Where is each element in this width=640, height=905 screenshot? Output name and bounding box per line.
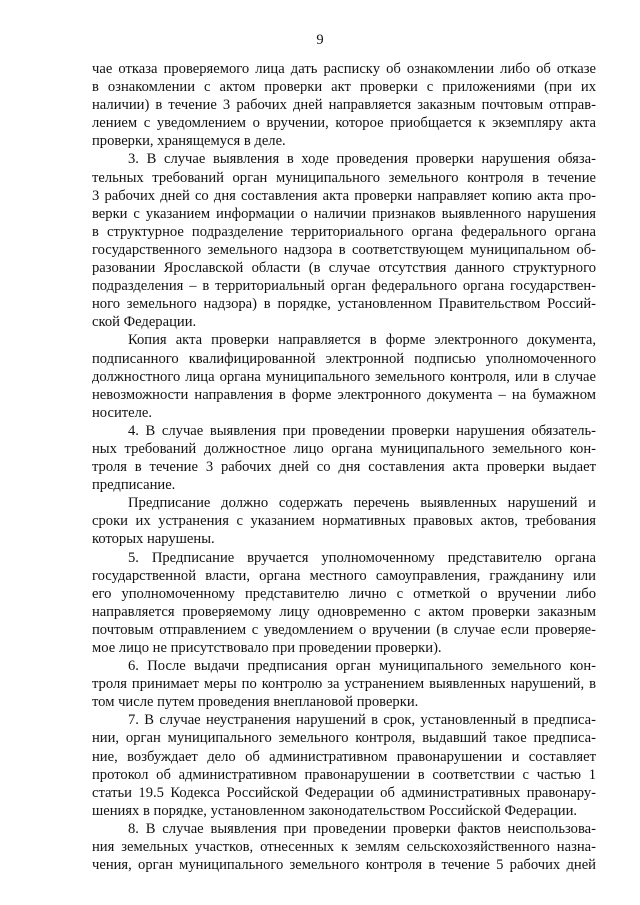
text-line: ного земельного надзора) в порядке, установленном Правительством Россий- [92,296,596,313]
text-line: ние, возбуждает дело об административном правонарушении и составляет [92,748,596,765]
text-line: в ознакомлении с актом проверки акт проверки с приложениями (при их [92,79,596,96]
text-line: троля в течение 3 рабочих дней со дня составления акта проверки выдает [92,459,596,476]
text-line: предписание. [92,477,176,494]
text-line: Предписание должно содержать перечень выявленных нарушений и [128,495,596,512]
text-line: его уполномоченному представителю лично с отметкой о вручении либо [92,585,596,602]
text-line: том числе путем проведения внеплановой проверки. [92,694,419,711]
text-line: носителе. [92,404,153,421]
text-line: 7. В случае неустранения нарушений в срок, установленный в предписа- [128,712,596,729]
text-line: направляется проверяемому лицу одновременно с актом проверки заказным [92,603,596,620]
text-line: Копия акта проверки направляется в форме электронного документа, [128,332,596,349]
text-line: почтовым отправлением с уведомлением о вручении (в случае если проверяе- [92,621,596,638]
text-line: верки с указанием информации о наличии признаков выявленного нарушения [92,205,596,222]
text-line: наличии) в течение 3 рабочих дней направляется заказным почтовым отправ- [92,97,596,114]
text-line: подразделения – в территориальный орган федерального органа государствен- [92,278,596,295]
text-line: 4. В случае выявления при проведении проверки нарушения обязатель- [128,422,596,439]
text-line: 3 рабочих дней со дня составления акта проверки направляет копию акта про- [92,187,596,204]
text-line: подписанного квалифицированной электронной подписью уполномоченного [92,350,596,367]
text-line: тельных требований орган муниципального земельного контроля в течение [92,169,596,186]
text-line: троля принимает меры по контролю за устранением выявленных нарушений, в [92,676,596,693]
text-line: ных требований должностное лицо органа муниципального земельного кон- [92,440,596,457]
text-line: должностного лица органа муниципального земельного контроля, или в случае [92,368,596,385]
document-body [92,60,596,874]
text-line: государственной власти, органа местного самоуправления, гражданину или [92,567,596,584]
page-number: 9 [316,32,324,48]
text-line: чения, орган муниципального земельного контроля в течение 5 рабочих дней [92,857,596,874]
text-line: нии, орган муниципального земельного контроля, выдавший такое предписа- [92,730,596,747]
text-line: ской Федерации. [92,314,197,331]
text-line: 5. Предписание вручается уполномоченному представителю органа [128,549,596,566]
text-line: шениях в порядке, установленном законодательством Российской Федерации. [92,802,578,819]
text-line: в структурное подразделение территориального органа федерального органа [92,223,596,240]
text-line: мое лицо не присутствовало при проведении проверки). [92,640,442,656]
text-line: сроки их устранения с указанием нормативных правовых актов, требования [92,513,596,530]
text-line: 6. После выдачи предписания орган муниципального земельного кон- [128,658,596,675]
text-line: 8. В случае выявления при проведении проверки фактов неиспользова- [128,820,596,837]
text-line: проверки, хранящемуся в деле. [92,133,286,150]
text-line: невозможности направления в форме электронного документа – на бумажном [92,386,596,403]
text-line: 3. В случае выявления в ходе проведения проверки нарушения обяза- [128,151,596,168]
text-line: чае отказа проверяемого лица дать расписку об ознакомлении либо об отказе [92,61,596,77]
text-line: государственного земельного надзора в соответствующем муниципальном об- [92,241,596,258]
text-line: которых нарушены. [92,531,215,548]
text-line: ния земельных участков, отнесенных к землям сельскохозяйственного назна- [92,839,596,856]
text-line: разовании Ярославской области (в случае отсутствия данного структурного [92,260,596,277]
text-line: протокол об административном правонарушении в соответствии с частью 1 [92,766,596,783]
text-line: лением с уведомлением о вручении, которое приобщается к экземпляру акта [92,115,596,132]
text-line: статьи 19.5 Кодекса Российской Федерации об административных правонару- [92,784,596,801]
